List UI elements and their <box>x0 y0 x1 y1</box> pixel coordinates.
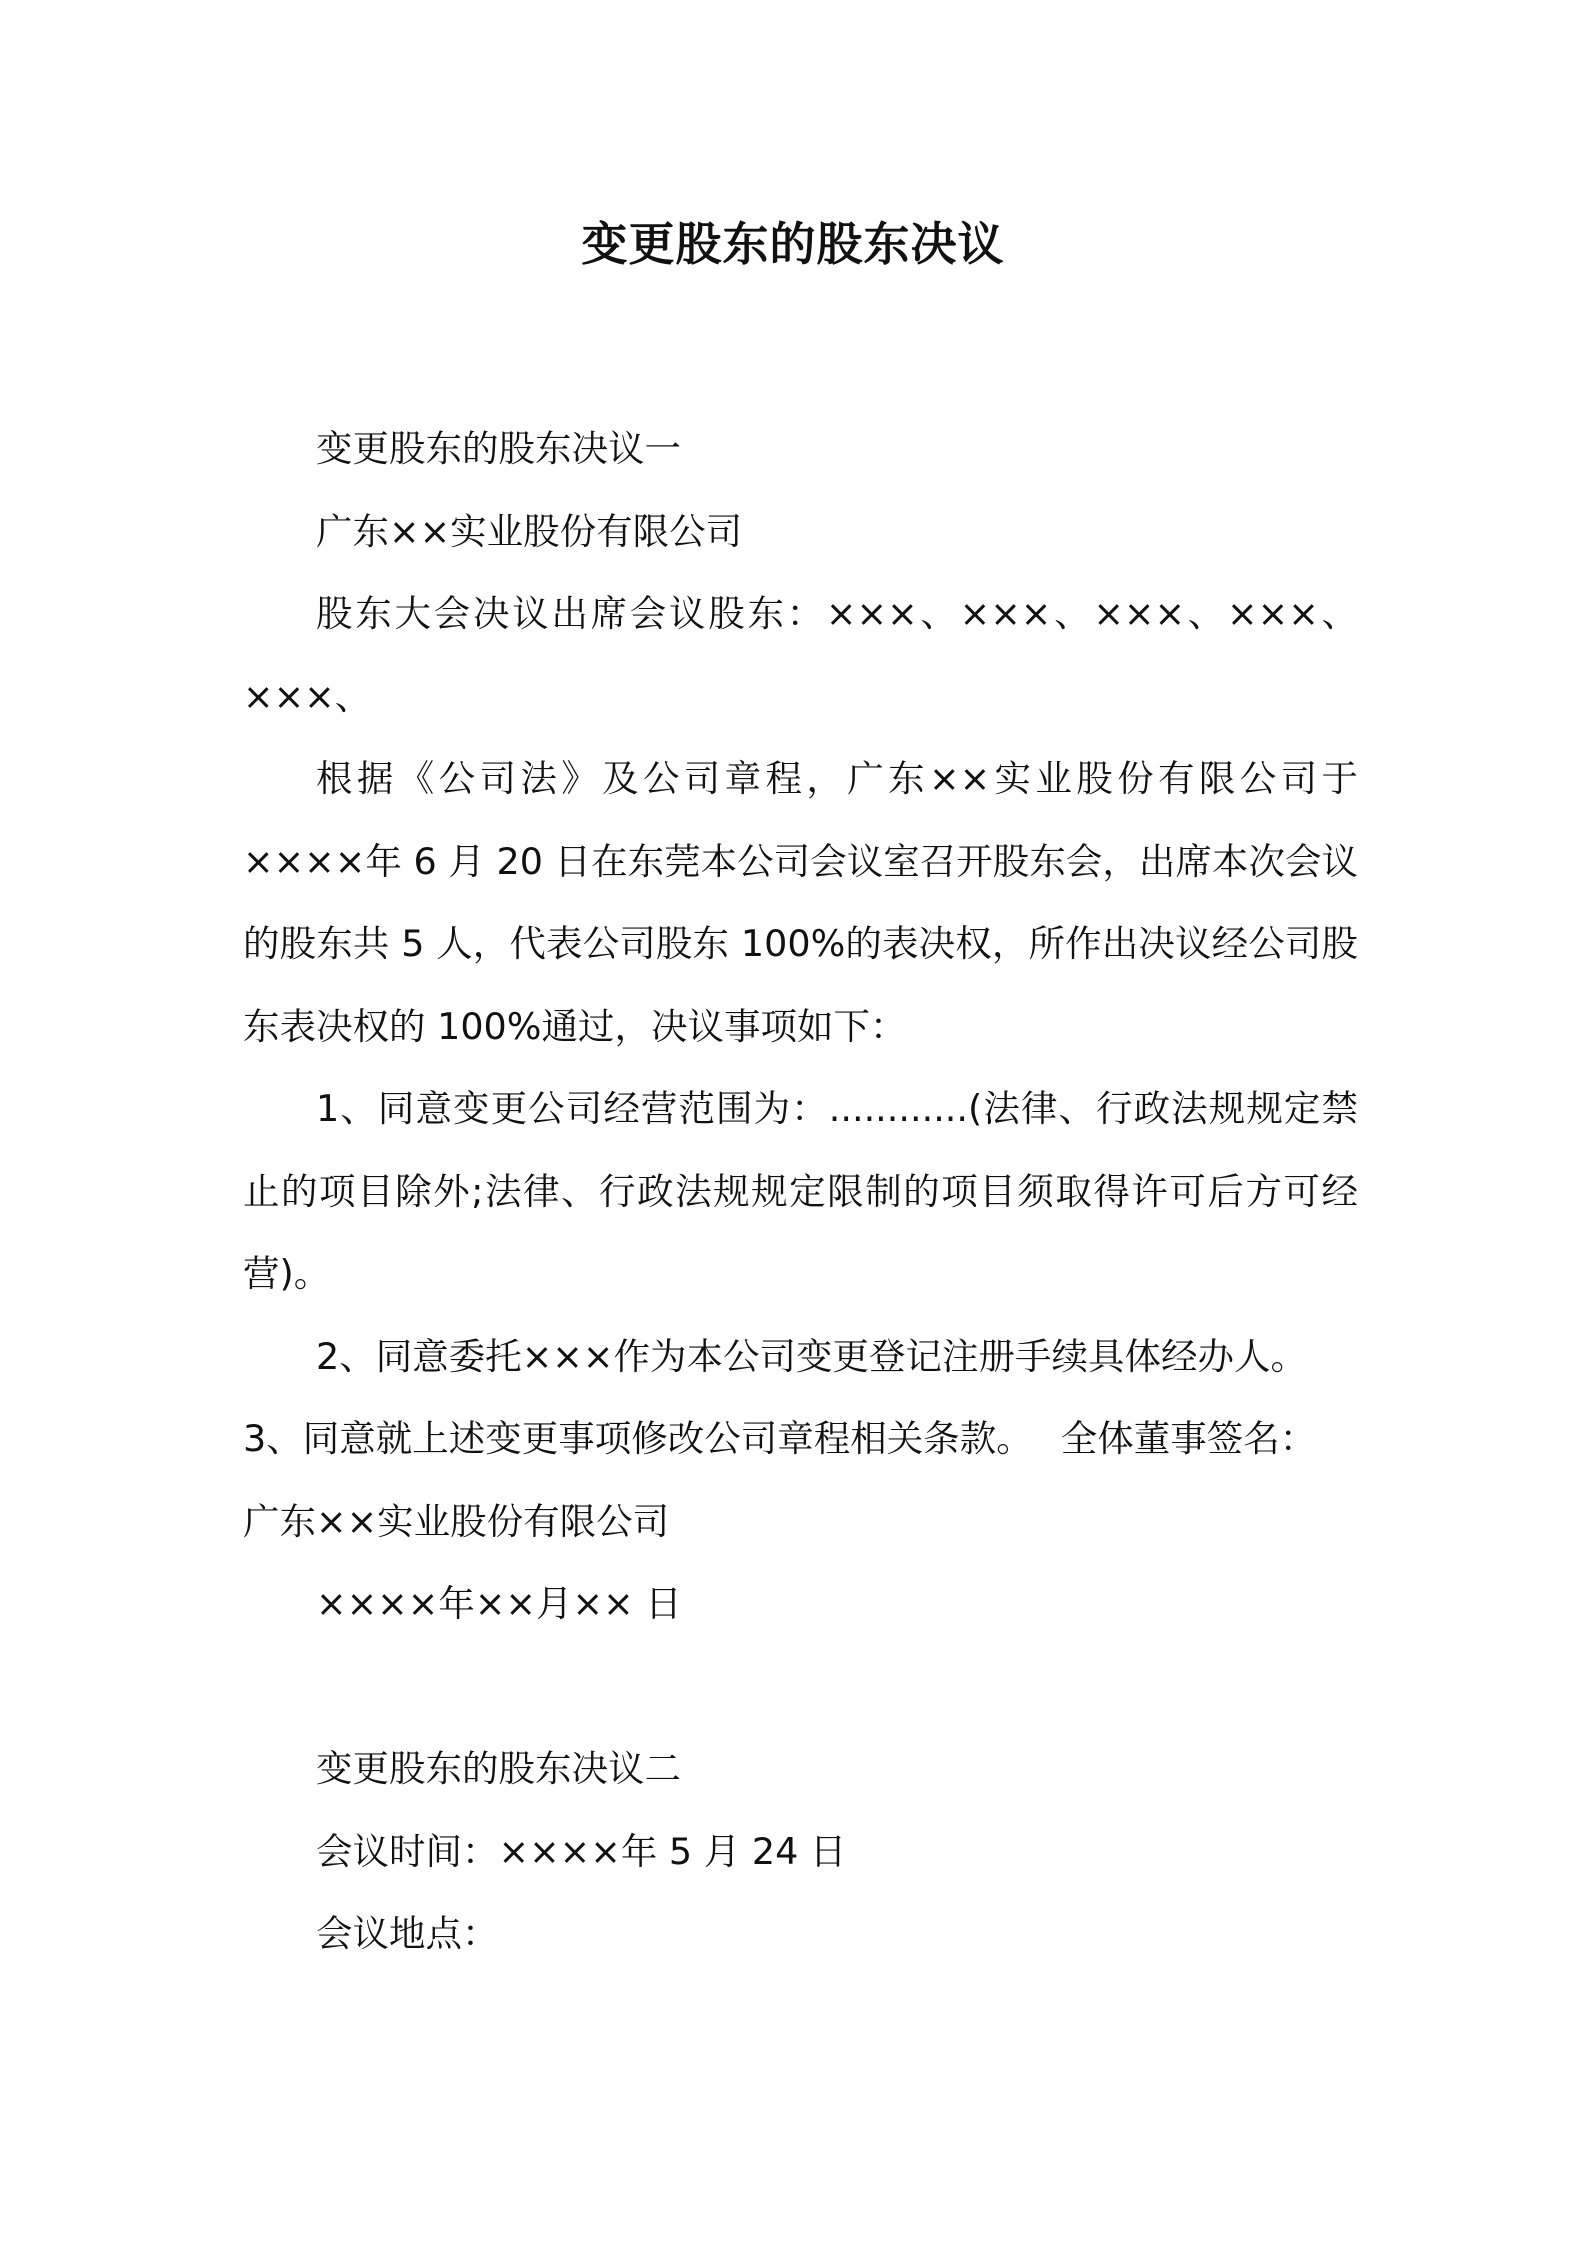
section1-intro: 根据《公司法》及公司章程，广东××实业股份有限公司于××××年 6 月 20 日在东莞本公司会议室召开股东会，出席本次会议的股东共 5 人，代表公司股东 100%的表决权，所作出决议经公司股东表决权的 100%通过，决议事项如下： <box>243 757 1358 1048</box>
section2-heading: 变更股东的股东决议二 <box>316 1747 681 1790</box>
resolution-item-1: 1、同意变更公司经营范围为：............(法律、行政法规规定禁止的项目除外;法律、行政法规规定限制的项目须取得许可后方可经营)。 <box>243 1087 1358 1295</box>
document-body <box>243 408 1358 1976</box>
document-title: 变更股东的股东决议 <box>581 217 1005 271</box>
resolution-item-3-line <box>243 1398 1358 1481</box>
signature-company: 广东××实业股份有限公司 <box>243 1499 670 1543</box>
section1-attendees: 股东大会决议出席会议股东：×××、×××、×××、×××、×××、 <box>243 592 1358 718</box>
signature-label: 全体董事签名： <box>1060 1417 1317 1460</box>
section1-company: 广东××实业股份有限公司 <box>316 509 743 553</box>
section-divider-space <box>243 1646 1358 1729</box>
resolution-item-2: 2、同意委托×××作为本公司变更登记注册手续具体经办人。 <box>316 1334 1307 1378</box>
section1-date: ××××年××月×× 日 <box>316 1582 682 1625</box>
section1-heading: 变更股东的股东决议一 <box>316 427 681 470</box>
section2-meeting-place: 会议地点： <box>316 1912 499 1955</box>
resolution-item-3: 3、同意就上述变更事项修改公司章程相关条款。 <box>243 1417 1033 1460</box>
section2-meeting-time: 会议时间：××××年 5 月 24 日 <box>316 1829 847 1873</box>
